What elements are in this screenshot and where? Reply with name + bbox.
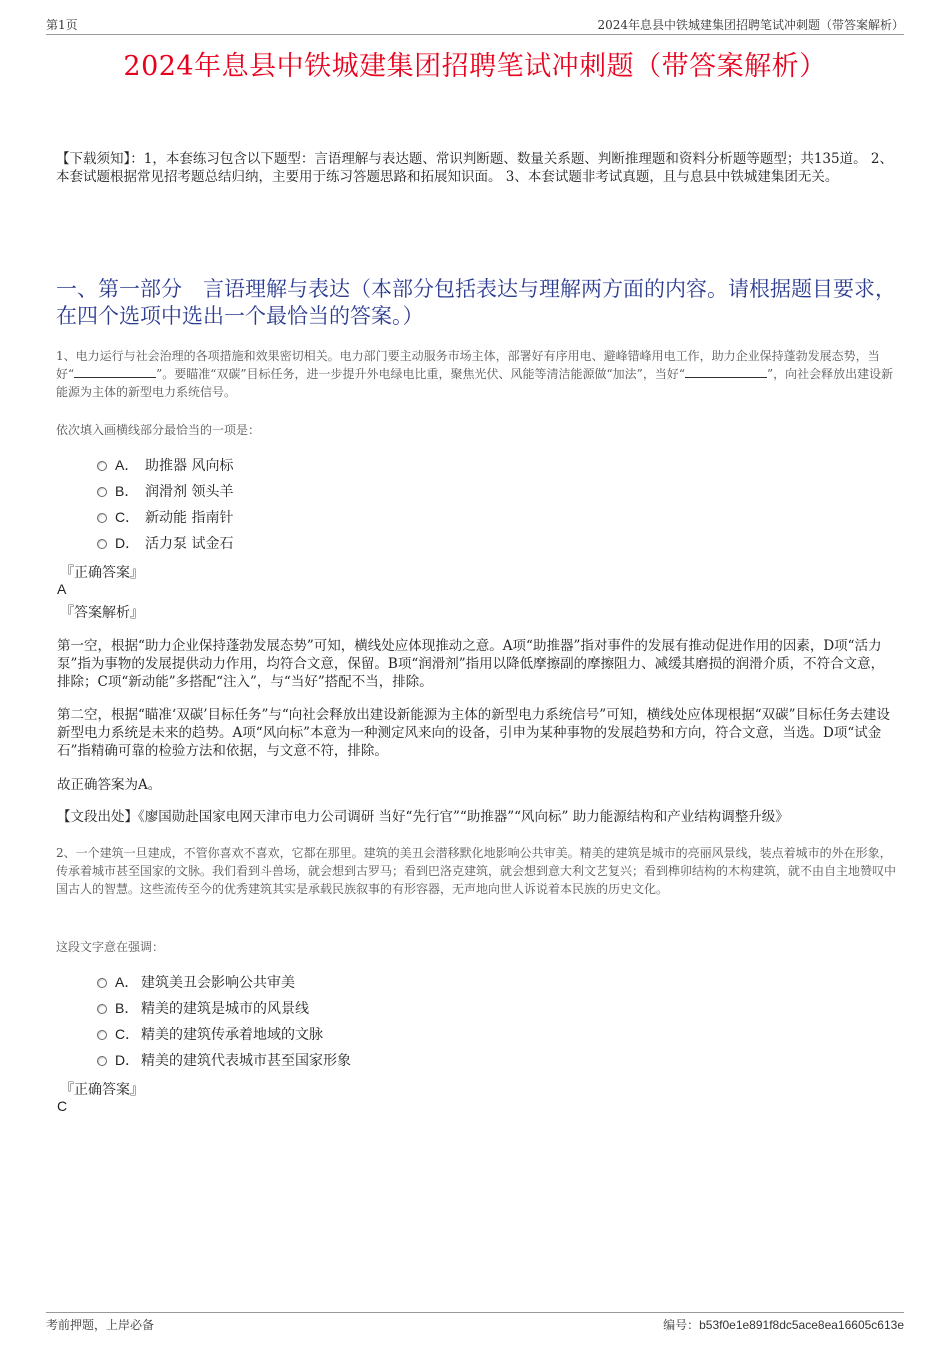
q1-option-b[interactable]: B． 润滑剂 领头羊 [97, 481, 233, 501]
q1-answer-label: 『正确答案』 [60, 565, 144, 581]
radio-icon[interactable] [97, 487, 107, 497]
q2-option-b[interactable]: B． 精美的建筑是城市的风景线 [97, 998, 309, 1018]
question-1-text: 1、电力运行与社会治理的各项措施和效果密切相关。电力部门要主动服务市场主体，部署好有序用电、避峰错峰用电工作，助力企业保持蓬勃发展态势，当好“ ”。要瞄准“双碳”目标任务，进一步提升外电绿电比重，聚焦光伏、风能等清洁能源做“加法”，当好“ ”，向社会释放出建设新能源为主体的新型电力系统信号。 [56, 349, 894, 399]
footer-slogan: 考前押题，上岸必备 [46, 1318, 155, 1332]
q1-analysis-para-1: 第一空，根据“助力企业保持蓬勃发展态势”可知，横线处应体现推动之意。A项“助推器”指对事件的发展有推动促进作用的因素，D项“活力泵”指为事物的发展提供动力作用，均符合文意，保留。B项“润滑剂”指用以降低摩擦副的摩擦阻力、减缓其磨损的润滑介质，不符合文意，排除；C项“新动能”多搭配“注入”，与“当好”搭配不当，排除。 [57, 638, 885, 690]
q1-conclusion: 故正确答案为A。 [57, 777, 162, 793]
question-2-prompt: 这段文字意在强调： [56, 940, 165, 954]
header-doc-title: 2024年息县中铁城建集团招聘笔试冲刺题（带答案解析） [597, 18, 904, 32]
question-1-prompt: 依次填入画横线部分最恰当的一项是： [56, 423, 261, 437]
page-header [46, 14, 904, 35]
answer-blank [685, 365, 767, 378]
q1-analysis-para-2: 第二空，根据“瞄准‘双碳’目标任务”与“向社会释放出建设新能源为主体的新型电力系统信号”可知，横线处应体现根据“双碳”目标任务去建设新型电力系统是未来的趋势。A项“风向标”本意为一种测定风来向的设备，引申为某种事物的发展趋势和方向，符合文意，当选。D项“试金石”指精确可靠的检验方法和依据，与文意不符，排除。 [57, 707, 890, 759]
radio-icon[interactable] [97, 1004, 107, 1014]
radio-icon[interactable] [97, 1030, 107, 1040]
q1-answer: A [57, 581, 67, 597]
radio-icon[interactable] [97, 461, 107, 471]
q2-option-c[interactable]: C． 精美的建筑传承着地域的文脉 [97, 1024, 323, 1044]
page-number: 第1页 [46, 18, 78, 32]
question-2-text: 2、一个建筑一旦建成，不管你喜欢不喜欢，它都在那里。建筑的美丑会潜移默化地影响公共审美。精美的建筑是城市的亮丽风景线，装点着城市的外在形象，传承着城市甚至国家的文脉。我们看到斗兽场，就会想到古罗马；看到巴洛克建筑，就会想到意大利文艺复兴；看到榫卯结构的木构建筑，就不由自主地赞叹中国古人的智慧。这些流传至今的优秀建筑其实是承载民族叙事的有形容器，无声地向世人诉说着本民族的历史文化。 [56, 846, 897, 896]
q2-answer-label: 『正确答案』 [60, 1082, 144, 1098]
q1-option-d[interactable]: D． 活力泵 试金石 [97, 533, 233, 553]
q1-source: 【文段出处】《廖国勋赴国家电网天津市电力公司调研 当好“先行官”“助推器”“风向标” 助力能源结构和产业结构调整升级》 [57, 809, 789, 825]
radio-icon[interactable] [97, 978, 107, 988]
radio-icon[interactable] [97, 1056, 107, 1066]
download-notice: 【下载须知】：1，本套练习包含以下题型：言语理解与表达题、常识判断题、数量关系题、判断推理题和资料分析题等题型；共135道。 2、本套试题根据常见招考题总结归纳，主要用于练习答题思路和拓展知识面。 3、本套试题非考试真题，且与息县中铁城建集团无关。 [56, 151, 893, 185]
q1-option-c[interactable]: C． 新动能 指南针 [97, 507, 233, 527]
q2-option-a[interactable]: A． 建筑美丑会影响公共审美 [97, 972, 295, 992]
section-heading: 一、第一部分 言语理解与表达（本部分包括表达与理解两方面的内容。请根据题目要求，在四个选项中选出一个最恰当的答案。） [56, 277, 896, 328]
document-title: 2024年息县中铁城建集团招聘笔试冲刺题（带答案解析） [123, 51, 827, 82]
page-footer [46, 1312, 904, 1337]
q2-option-d[interactable]: D． 精美的建筑代表城市甚至国家形象 [97, 1050, 351, 1070]
radio-icon[interactable] [97, 539, 107, 549]
radio-icon[interactable] [97, 513, 107, 523]
q1-analysis-label: 『答案解析』 [60, 605, 144, 621]
answer-blank [74, 365, 156, 378]
q1-option-a[interactable]: A． 助推器 风向标 [97, 455, 233, 475]
footer-code: 编号：b53f0e1e891f8dc5ace8ea16605c613e [663, 1318, 904, 1332]
q2-answer: C [57, 1098, 68, 1114]
